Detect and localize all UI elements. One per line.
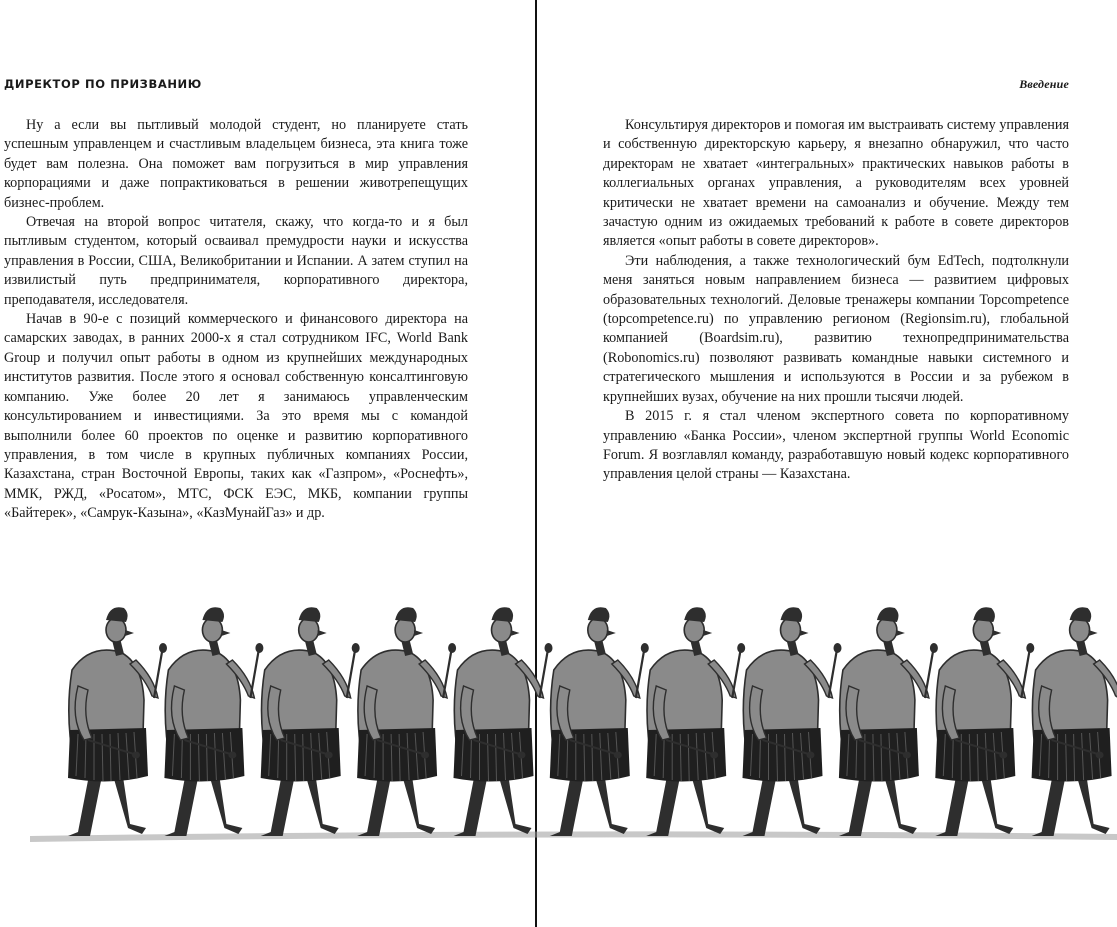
running-head-chapter-title: Введение bbox=[1019, 77, 1069, 91]
marching-figure bbox=[935, 607, 1034, 836]
paragraph: Ну а если вы пытливый молодой студент, но планируете стать успешным управленцем и счастливым владельцем бизнеса, эта книга тоже будет вам полезна. Она поможет вам погрузиться в мир управления корпорациями и даже попрактиковаться в решении животрепещущих бизнес-проблем. bbox=[4, 117, 468, 211]
marching-figure bbox=[261, 607, 360, 836]
marching-figure bbox=[164, 607, 263, 836]
paragraph: Консультируя директоров и помогая им выстраивать систему управления и собственную директорскую карьеру, я внезапно обнаружил, что часто директорам не хватает «интегральных» практических навыков работы в коллегиальных органах управления, а руководителям всех уровней критически не хватает времени на самоанализ и обучение. Между тем зачастую одним из ожидаемых требований к работе в совете директоров является «опыт работы в совете директоров». bbox=[603, 117, 1069, 250]
marching-figure bbox=[743, 607, 842, 836]
marching-figure bbox=[1032, 607, 1117, 836]
marching-figure bbox=[839, 607, 938, 836]
left-page-body bbox=[4, 116, 468, 524]
paragraph: Отвечая на второй вопрос читателя, скажу, что когда-то и я был пытливым студентом, который осваивал премудрости науки и искусства управления в России, США, Великобритании и Испании. А затем ступил на извилистый путь предпринимателя, корпоративного директора, преподавателя, исследователя. bbox=[4, 214, 468, 308]
marching-figure bbox=[68, 607, 167, 836]
running-head-book-title: ДИРЕКТОР ПО ПРИЗВАНИЮ bbox=[4, 77, 202, 91]
paragraph: Эти наблюдения, а также технологический бум EdTech, подтолкнули меня заняться новым направлением бизнеса — развитием цифровых образовательных технологий. Деловые тренажеры компании Topcompetence (topcompetence.ru) по управлению регионом (Regionsim.ru), глобальной компанией (Boardsim.ru), развитию технопредпринимательства (Robonomics.ru) позволяют развивать командные навыки системного и стратегического мышления и используются в России и за рубежом в крупнейших вузах, обучение на них прошли тысячи людей. bbox=[603, 252, 1069, 405]
paragraph: В 2015 г. я стал членом экспертного совета по корпоративному управлению «Банка России», членом экспертной группы World Economic Forum. Я возглавлял команду, разработавшую новый кодекс корпоративного управления целой страны — Казахстана. bbox=[603, 408, 1069, 483]
marching-figure bbox=[357, 607, 456, 836]
marching-figures-illustration bbox=[30, 600, 1117, 850]
right-page-body bbox=[603, 116, 1069, 485]
paragraph: Начав в 90-е с позиций коммерческого и финансового директора на самарских заводах, в ранних 2000-х я стал сотрудником IFC, World Bank Group и получил опыт работы в одном из крупнейших международных институтов развития. После этого я основал собственную консалтинговую компанию. Уже более 20 лет я занимаюсь управленческим консультированием и инвестициями. За это время мы с командой выполнили более 60 проектов по оценке и развитию корпоративного управления, в том числе в крупных публичных компаниях России, Казахстана, стран Восточной Европы, таких как «Газпром», «Роснефть», ММК, РЖД, «Росатом», МТС, ФСК ЕЭС, МКБ, компании группы «Байтерек», «Самрук-Казына», «КазМунайГаз» и др. bbox=[4, 311, 468, 522]
marching-figure bbox=[550, 607, 649, 836]
marching-figure bbox=[454, 607, 553, 836]
marching-figure bbox=[646, 607, 745, 836]
